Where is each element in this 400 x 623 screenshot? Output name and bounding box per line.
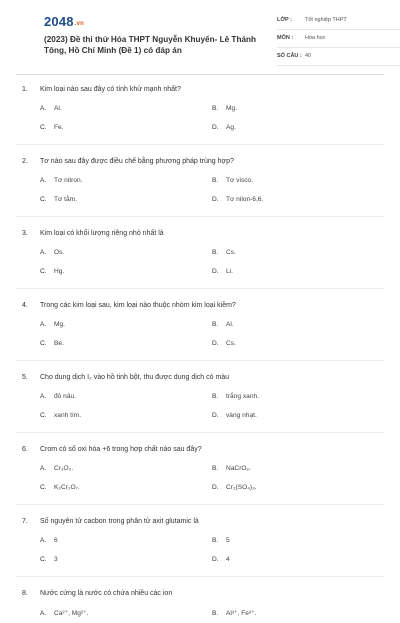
- question-separator: [16, 144, 384, 145]
- question-stem: [22, 370, 378, 388]
- answer-option[interactable]: [40, 556, 58, 563]
- answer-option[interactable]: [40, 268, 64, 275]
- answer-option[interactable]: [40, 196, 77, 203]
- answer-option[interactable]: [40, 484, 80, 491]
- answer-option[interactable]: [212, 465, 251, 472]
- question-stem: [22, 154, 378, 172]
- question-number: 5.: [22, 374, 28, 381]
- option-letter: D.: [212, 340, 219, 347]
- option-letter: B.: [212, 393, 219, 400]
- option-letter: D.: [212, 412, 219, 419]
- question-1: [22, 82, 378, 145]
- option-letter: C.: [40, 412, 47, 419]
- option-letter: C.: [40, 556, 47, 563]
- question-3: [22, 226, 378, 289]
- question-number: 4.: [22, 302, 28, 309]
- option-text: Cr₂(SO₄)₃.: [226, 484, 257, 491]
- question-text: Trong các kim loại sau, kim loại nào thuộc nhóm kim loại kiềm?: [40, 302, 236, 309]
- option-text: Be.: [54, 340, 64, 347]
- option-text: 5: [226, 537, 230, 544]
- answer-option[interactable]: [40, 321, 65, 328]
- option-letter: A.: [40, 249, 47, 256]
- question-5: [22, 370, 378, 433]
- answer-option[interactable]: [212, 484, 257, 491]
- option-letter: C.: [40, 196, 47, 203]
- answer-option[interactable]: [40, 609, 88, 617]
- question-separator: [16, 504, 384, 505]
- answer-option[interactable]: [212, 556, 230, 563]
- option-letter: B.: [212, 249, 219, 256]
- answer-option[interactable]: [40, 412, 81, 419]
- document-meta: [277, 14, 400, 68]
- answer-option[interactable]: [212, 537, 230, 544]
- option-text: Ca²⁺, Mg²⁺.: [54, 610, 89, 617]
- question-number: 8.: [22, 590, 28, 597]
- option-letter: C.: [40, 340, 47, 347]
- question-text: Tơ nào sau đây được điều chế bằng phương pháp trùng hợp?: [40, 158, 234, 165]
- document-header: [22, 0, 378, 72]
- option-row: [22, 100, 378, 119]
- question-separator: [16, 288, 384, 289]
- document-title: (2023) Đề thi thử Hóa THPT Nguyễn Khuyến- Lê Thánh Tông, Hồ Chí Minh (Đề 1) có đáp án: [44, 35, 256, 55]
- option-row: [22, 191, 378, 210]
- option-letter: A.: [40, 537, 47, 544]
- meta-grade: LỚP : Tốt nghiệp THPT: [277, 14, 400, 30]
- option-row: [22, 244, 378, 263]
- answer-option[interactable]: [212, 321, 234, 328]
- option-letter: A.: [40, 465, 47, 472]
- option-letter: D.: [212, 196, 219, 203]
- question-text: Kim loại có khối lượng riêng nhỏ nhất là: [40, 230, 164, 237]
- question-text: Kim loại nào sau đây có tính khử mạnh nhất?: [40, 86, 181, 93]
- option-letter: A.: [40, 610, 47, 617]
- option-letter: C.: [40, 268, 47, 275]
- option-text: Al.: [226, 321, 234, 328]
- answer-option[interactable]: [212, 609, 256, 617]
- option-text: 4: [226, 556, 230, 563]
- option-text: Tơ visco.: [226, 177, 254, 184]
- meta-subject: MÔN : Hóa học: [277, 32, 400, 48]
- option-text: Cs.: [226, 340, 236, 347]
- option-letter: D.: [212, 484, 219, 491]
- question-separator: [16, 216, 384, 217]
- question-stem: [22, 586, 378, 604]
- question-stem: [22, 82, 378, 100]
- option-letter: D.: [212, 556, 219, 563]
- question-7: [22, 514, 378, 577]
- question-number: 3.: [22, 230, 28, 237]
- question-separator: [16, 432, 384, 433]
- question-separator: [16, 360, 384, 361]
- option-letter: B.: [212, 465, 219, 472]
- option-text: Os.: [54, 249, 65, 256]
- question-separator: [16, 576, 384, 577]
- option-text: Fe.: [54, 124, 64, 131]
- question-4: [22, 298, 378, 361]
- option-text: Al³⁺, Fe³⁺.: [226, 610, 257, 617]
- question-6: [22, 442, 378, 505]
- option-letter: A.: [40, 321, 47, 328]
- option-letter: B.: [212, 610, 219, 617]
- option-letter: A.: [40, 177, 47, 184]
- option-text: 6: [54, 537, 58, 544]
- option-text: Tơ tằm.: [54, 196, 78, 203]
- question-stem: [22, 442, 378, 460]
- question-text: Nước cứng là nước có chứa nhiều các ion: [40, 590, 173, 597]
- answer-option[interactable]: [212, 268, 233, 275]
- question-number: 7.: [22, 518, 28, 525]
- option-text: Mg.: [54, 321, 65, 328]
- question-number: 6.: [22, 446, 28, 453]
- option-row: [22, 119, 378, 138]
- option-text: Cs.: [226, 249, 236, 256]
- answer-option[interactable]: [40, 177, 83, 184]
- answer-option[interactable]: [40, 537, 58, 544]
- question-8: [22, 586, 378, 623]
- option-text: 3: [54, 556, 58, 563]
- option-row: [22, 316, 378, 335]
- question-number: 2.: [22, 158, 28, 165]
- option-text: trắng xanh.: [226, 393, 259, 400]
- meta-question-count: SỐ CÂU : 40: [277, 50, 400, 66]
- answer-option[interactable]: [40, 105, 62, 112]
- option-text: Al.: [54, 105, 62, 112]
- question-stem: [22, 226, 378, 244]
- question-text: Cho dung dịch I₂ vào hồ tinh bột, thu được dung dịch có màu: [40, 374, 230, 381]
- option-text: Ag.: [226, 124, 236, 131]
- question-list: [22, 82, 378, 623]
- option-row: [22, 460, 378, 479]
- option-text: đỏ nâu.: [54, 393, 76, 400]
- option-text: Tơ nitron.: [54, 177, 83, 184]
- answer-option[interactable]: [40, 393, 76, 400]
- answer-option[interactable]: [212, 124, 236, 131]
- option-letter: A.: [40, 105, 47, 112]
- answer-option[interactable]: [212, 196, 263, 203]
- answer-option[interactable]: [40, 124, 64, 131]
- answer-option[interactable]: [212, 177, 253, 184]
- option-letter: C.: [40, 124, 47, 131]
- option-letter: D.: [212, 124, 219, 131]
- option-row: [22, 335, 378, 354]
- option-row: [22, 407, 378, 426]
- option-text: xanh tím.: [54, 412, 82, 419]
- answer-option[interactable]: [212, 412, 257, 419]
- option-text: Tơ nilon-6,6.: [226, 196, 264, 203]
- answer-option[interactable]: [40, 249, 64, 256]
- option-row: [22, 532, 378, 551]
- option-text: vàng nhạt.: [226, 412, 257, 419]
- option-letter: C.: [40, 484, 47, 491]
- answer-option[interactable]: [40, 340, 64, 347]
- answer-option[interactable]: [212, 105, 237, 112]
- option-row: [22, 479, 378, 498]
- option-text: NaCrO₂.: [226, 465, 251, 472]
- option-text: K₂Cr₂O₇.: [54, 484, 80, 491]
- site-logo[interactable]: 2048.vn: [44, 14, 85, 29]
- option-letter: B.: [212, 105, 219, 112]
- option-letter: B.: [212, 177, 219, 184]
- option-row: [22, 388, 378, 407]
- option-text: Li.: [226, 268, 233, 275]
- option-letter: B.: [212, 537, 219, 544]
- answer-option[interactable]: [212, 249, 236, 256]
- option-row: [22, 551, 378, 570]
- option-row: [22, 263, 378, 282]
- question-number: 1.: [22, 86, 28, 93]
- option-letter: B.: [212, 321, 219, 328]
- option-letter: D.: [212, 268, 219, 275]
- answer-option[interactable]: [212, 340, 236, 347]
- question-2: [22, 154, 378, 217]
- question-text: Số nguyên tử cacbon trong phân tử axit glutamic là: [40, 518, 199, 525]
- option-text: Mg.: [226, 105, 237, 112]
- answer-option[interactable]: [212, 393, 259, 400]
- answer-option[interactable]: [40, 465, 73, 472]
- header-divider: [16, 74, 384, 75]
- option-letter: A.: [40, 393, 47, 400]
- question-stem: [22, 298, 378, 316]
- option-text: Hg.: [54, 268, 65, 275]
- question-text: Crom có số oxi hóa +6 trong hợp chất nào sau đây?: [40, 446, 202, 453]
- question-stem: [22, 514, 378, 532]
- option-row: [22, 172, 378, 191]
- option-text: Cr₂O₃.: [54, 465, 74, 472]
- option-row: [22, 604, 378, 623]
